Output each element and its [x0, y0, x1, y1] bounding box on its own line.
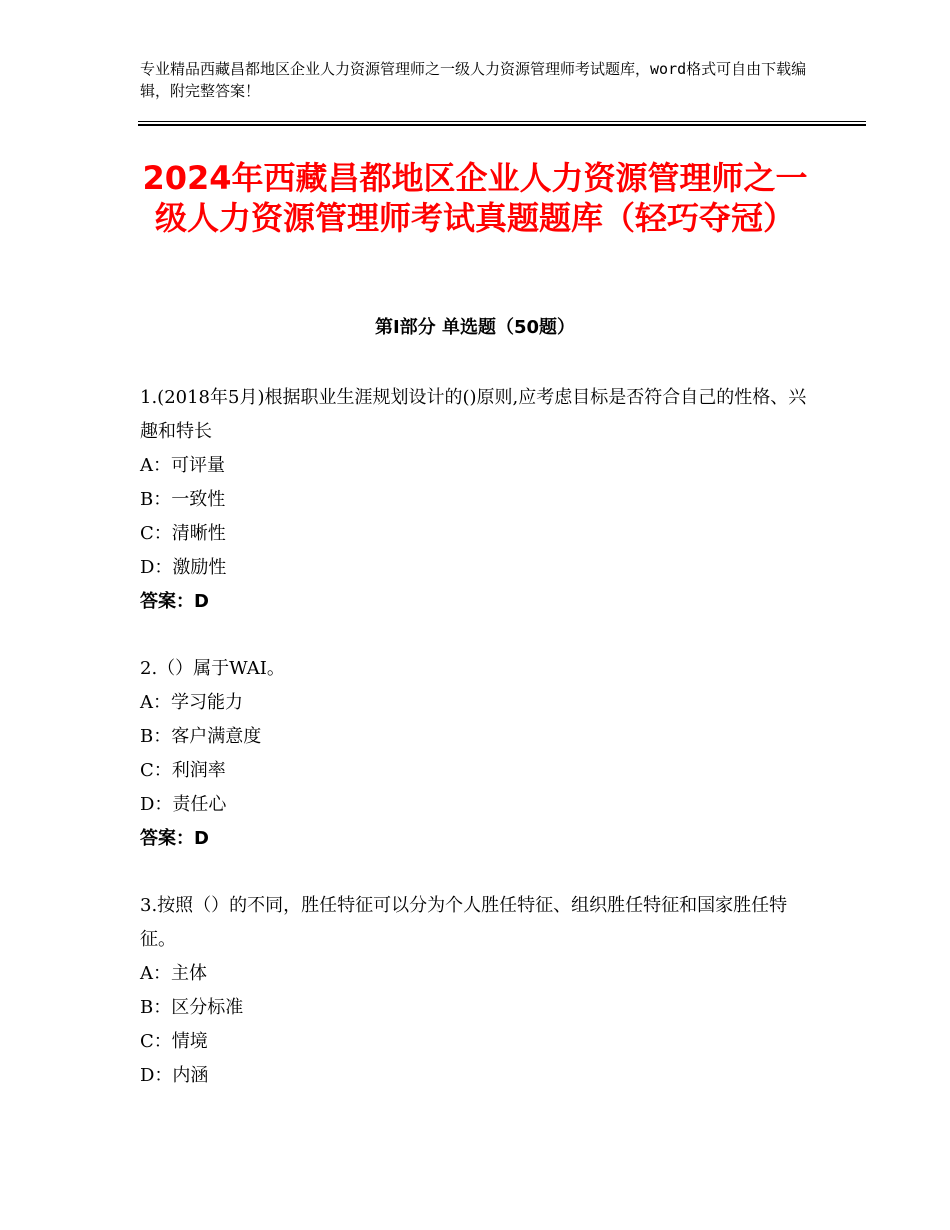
option-d: D：责任心	[140, 794, 227, 815]
option-c: C：清晰性	[140, 523, 226, 544]
option-a: A：主体	[140, 963, 207, 984]
question-stem: 3.按照（）的不同，胜任特征可以分为个人胜任特征、组织胜任特征和国家胜任特征。	[140, 895, 788, 950]
option-d: D：内涵	[140, 1065, 209, 1086]
question-3	[140, 889, 820, 1093]
answer-line: 答案：D	[140, 591, 209, 612]
option-c: C：利润率	[140, 760, 226, 781]
option-d: D：激励性	[140, 557, 227, 578]
option-a: A：可评量	[140, 455, 225, 476]
question-list	[140, 381, 820, 1126]
section-heading: 第Ⅰ部分 单选题（50题）	[374, 317, 575, 338]
header-divider	[138, 121, 866, 122]
option-b: B：区分标准	[140, 997, 244, 1018]
document-title: 2024年西藏昌都地区企业人力资源管理师之一级人力资源管理师考试真题题库（轻巧夺冠）	[142, 159, 808, 237]
header-divider-thick	[138, 124, 866, 126]
question-stem: 1.(2018年5月)根据职业生涯规划设计的()原则,应考虑目标是否符合自己的性格、兴趣和特长	[140, 387, 807, 442]
header-note: 专业精品西藏昌都地区企业人力资源管理师之一级人力资源管理师考试题库，word格式可自由下载编辑，附完整答案！	[140, 60, 807, 100]
question-1	[140, 381, 820, 619]
option-b: B：客户满意度	[140, 726, 262, 747]
question-2	[140, 652, 820, 856]
option-c: C：情境	[140, 1031, 208, 1052]
option-b: B：一致性	[140, 489, 226, 510]
option-a: A：学习能力	[140, 692, 243, 713]
answer-line: 答案：D	[140, 828, 209, 849]
question-stem: 2.（）属于WAI。	[140, 658, 285, 679]
